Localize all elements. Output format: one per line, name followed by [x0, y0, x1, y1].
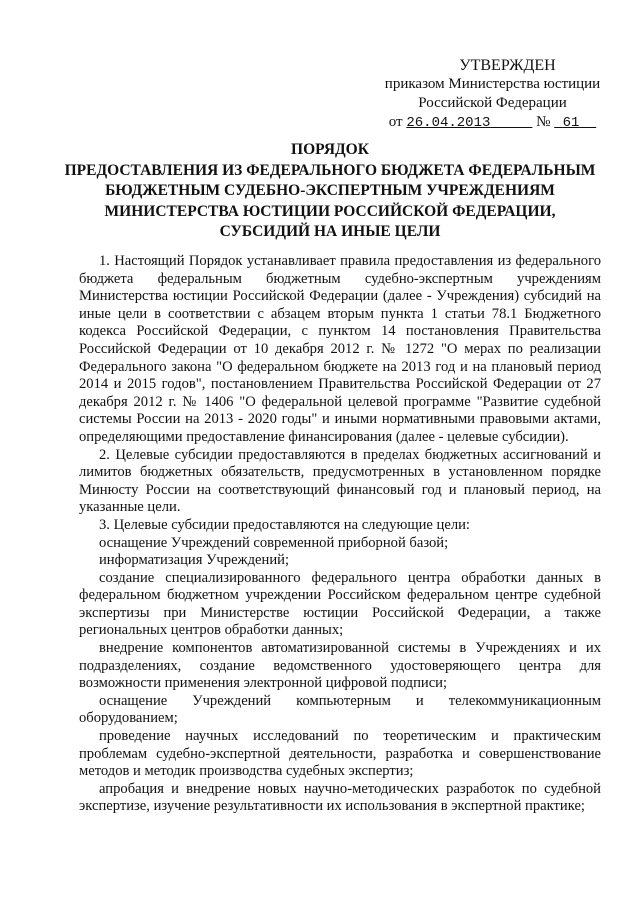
list-item: апробация и внедрение новых научно-методических разработок по судебной экспертизе, изучение результативности их использования в экспертной практике; — [79, 780, 601, 815]
paragraph: 2. Целевые субсидии предоставляются в пределах бюджетных ассигнований и лимитов бюджетных обязательств, предусмотренных в установленном порядке Минюсту России на соответствующий финансовый год и плановый период, на указанные цели. — [79, 446, 601, 516]
approval-number: 61 — [562, 115, 580, 131]
title-line: СУБСИДИЙ НА ИНЫЕ ЦЕЛИ — [219, 223, 441, 240]
list-item: создание специализированного федерального центра обработки данных в федеральном бюджетном учреждении Российском федеральном центре судебной экспертизы при Министерстве юстиции Российской Федерации, а также региональных центров обработки данных; — [79, 569, 601, 639]
title-line: ПРЕДОСТАВЛЕНИЯ ИЗ ФЕДЕРАЛЬНОГО БЮДЖЕТА ФЕДЕРАЛЬНЫМ — [64, 161, 596, 179]
approval-stamp — [370, 56, 615, 133]
list-item: оснащение Учреждений современной приборной базой; — [99, 534, 449, 551]
approval-heading: УТВЕРЖДЕН — [459, 57, 556, 74]
list-item: оснащение Учреждений компьютерным и телекоммуникационным оборудованием; — [79, 692, 601, 727]
approval-date: 26.04.2013 — [406, 115, 491, 131]
approval-date-line — [370, 113, 615, 133]
title-line: МИНИСТЕРСТВА ЮСТИЦИИ РОССИЙСКОЙ ФЕДЕРАЦИИ, — [104, 202, 556, 220]
title-line: БЮДЖЕТНЫМ СУДЕБНО-ЭКСПЕРТНЫМ УЧРЕЖДЕНИЯМ — [105, 182, 555, 199]
list-item: проведение научных исследований по теоретическим и практическим проблемам судебно-экспертной деятельности, разработка и совершенствование методов и методик производства судебных экспертиз; — [79, 728, 601, 780]
document-body — [79, 253, 601, 816]
list-item: внедрение компонентов автоматизированной системы в Учреждениях и их подразделениях, создание ведомственного удостоверяющего центра для возможности применения электронной цифровой подписи; — [79, 640, 601, 692]
list-item: информатизация Учреждений; — [99, 552, 290, 569]
paragraph: 1. Настоящий Порядок устанавливает правила предоставления из федерального бюджета федеральным бюджетным судебно-экспертным учреждениям Министерства юстиции Российской Федерации (далее - Учреждения) субсидий на иные цели в соответствии с абзацем вторым пункта 1 статьи 78.1 Бюджетного кодекса Российской Федерации, с пунктом 14 постановления Правительства Российской Федерации от 10 декабря 2012 г. № 1272 "О мерах по реализации Федерального закона "О федеральном бюджете на 2013 год и на плановый период 2014 и 2015 годов", постановлением Правительства Российской Федерации от 27 декабря 2012 г. № 1406 "О федеральной целевой программе "Развитие судебной системы России на 2013 - 2020 годы" и иными нормативными правовыми актами, определяющими предоставление финансирования (далее - целевые субсидии). — [79, 253, 601, 445]
title-line: ПОРЯДОК — [291, 141, 369, 158]
date-prefix: от — [388, 114, 403, 130]
approval-line: Российской Федерации — [418, 95, 567, 111]
document-title — [60, 140, 600, 243]
number-prefix: № — [536, 114, 551, 130]
paragraph: 3. Целевые субсидии предоставляются на следующие цели: — [99, 516, 470, 533]
approval-line: приказом Министерства юстиции — [384, 76, 601, 92]
